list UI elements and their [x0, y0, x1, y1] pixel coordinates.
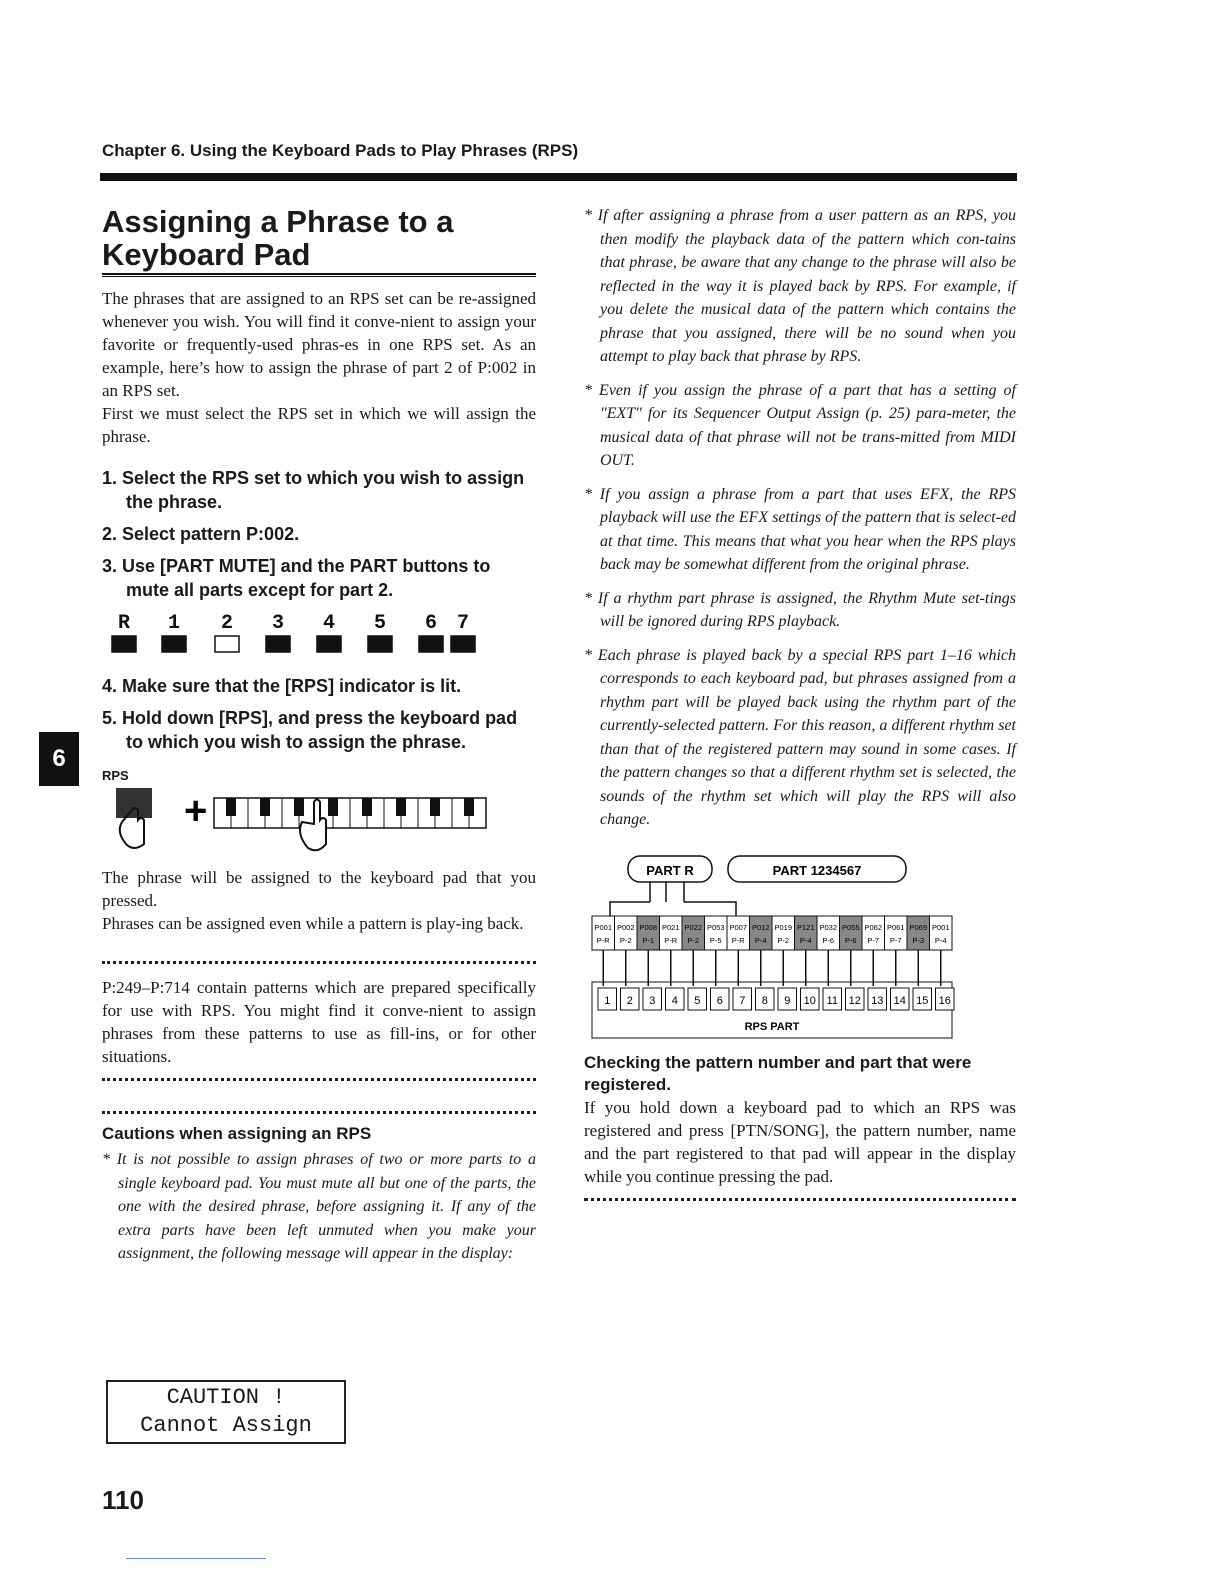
rps-part-label: RPS PART — [744, 1020, 800, 1033]
cautions-title: Cautions when assigning an RPS — [102, 1124, 372, 1143]
pattern-part: P-2 — [777, 935, 790, 945]
pad-key — [362, 798, 372, 816]
step-3: 3. Use [PART MUTE] and the PART buttons to mute all parts except for part 2. — [102, 556, 491, 600]
part-indicators-diagram — [102, 610, 482, 666]
pattern-number: P019 — [774, 922, 793, 932]
note-4: * If a rhythm part phrase is assigned, the Rhythm Mute set-tings will be ignored during RPS playback. — [584, 589, 1016, 630]
pad-key — [464, 798, 474, 816]
steps-list — [102, 466, 536, 602]
page-number: 110 — [102, 1485, 144, 1515]
after-press-1: The phrase will be assigned to the keyboard pad that you pressed. — [102, 868, 536, 910]
pattern-number: P121 — [796, 922, 815, 932]
part-label: 7 — [456, 612, 470, 635]
part-label: 4 — [322, 612, 336, 635]
rps-part-number: 13 — [871, 994, 884, 1007]
part-label: R — [117, 612, 131, 635]
rps-press-diagram — [102, 762, 536, 862]
step-4: 4. Make sure that the [RPS] indicator is lit. — [102, 676, 462, 696]
header-rule — [100, 173, 1017, 181]
pattern-part: P-4 — [934, 935, 947, 945]
rps-part-number: 3 — [649, 994, 656, 1007]
pattern-number: P061 — [886, 922, 905, 932]
note-1: * If after assigning a phrase from a user pattern as an RPS, you then modify the playback data of the pattern which con-tains that phrase, be aware that any change to the phrase will also be reflected in the way it is played back by RPS. For example, if you delete the musical data of the pattern which contains the phrase that you assigned, there will be no sound when you attempt to play back that phrase by RPS. — [584, 207, 1016, 365]
pattern-number: P008 — [639, 922, 658, 932]
intro-paragraph-1: The phrases that are assigned to an RPS set can be re-assigned whenever you wish. You will find it conve-nient to assign your favorite or frequently-used phras-es in one RPS set. As an example, here’s how to assign the phrase of part 2 of P:002 in an RPS set. — [102, 289, 536, 400]
pattern-number: P012 — [751, 922, 770, 932]
part-r-label: PART R — [646, 862, 694, 878]
part-led — [215, 636, 239, 652]
part-label: 3 — [271, 612, 285, 635]
part-label: 2 — [220, 612, 234, 635]
rps-button — [116, 788, 152, 818]
note-5: * Each phrase is played back by a special RPS part 1–16 which corresponds to each keyboard pad, but phrases assigned from a rhythm part will be played back using the rhythm part of the currently-selected pattern. For this reason, a different rhythm set than that of the registered pattern may sound in some cases. If the pattern changes so that a different rhythm set is selected, the sounds of the rhythm set which will play the RPS will also change. — [584, 646, 1016, 828]
memo-text: P:249–P:714 contain patterns which are prepared specifically for use with RPS. You might find it conve-nient to assign phrases from these patterns to use as fill-ins, or for other situations. — [102, 978, 536, 1066]
rps-part-number: 7 — [739, 994, 746, 1007]
title-rule — [102, 273, 536, 277]
check-body: If you hold down a keyboard pad to which an RPS was registered and press [PTN/SONG], the pattern number, name and the part registered to that pad will appear in the display while you continue pressing the pad. — [584, 1097, 1016, 1186]
part-led — [162, 636, 186, 652]
rps-part-number: 5 — [694, 994, 701, 1007]
pattern-number: P001 — [931, 922, 950, 932]
rps-mapping-diagram — [588, 842, 968, 1042]
caution-note: * It is not possible to assign phrases of two or more parts to a single keyboard pad. You must mute all but one of the parts, the one with the desired phrase, before assigning it. If any of the extra parts have been left unmuted when you make your assignment, the following message will appear in the display: — [102, 1151, 536, 1262]
rps-part-number: 2 — [626, 994, 633, 1007]
pattern-part: P-R — [731, 935, 745, 945]
page-footer-line — [126, 1558, 266, 1559]
connector-lines — [610, 882, 736, 916]
pad-key — [294, 798, 304, 816]
pattern-part: P-2 — [687, 935, 700, 945]
pattern-number: P055 — [841, 922, 860, 932]
pattern-part: P-4 — [754, 935, 767, 945]
chapter-tab: 6 — [39, 732, 79, 786]
pattern-part: P-7 — [867, 935, 880, 945]
pattern-number: P032 — [819, 922, 838, 932]
intro-paragraph-2: First we must select the RPS set in which we will assign the phrase. — [102, 404, 536, 446]
rps-part-number: 14 — [893, 994, 906, 1007]
section-title: Assigning a Phrase to a Keyboard Pad — [102, 204, 454, 272]
lcd-line-2: Cannot Assign — [140, 1413, 312, 1438]
check-rule — [584, 1198, 1016, 1201]
step-2: 2. Select pattern P:002. — [102, 524, 300, 544]
part-led — [317, 636, 341, 652]
pattern-number: P022 — [684, 922, 703, 932]
part-led — [419, 636, 443, 652]
check-title: Checking the pattern number and part that were registered. — [584, 1052, 972, 1094]
after-press-2: Phrases can be assigned even while a pattern is play-ing back. — [102, 914, 524, 933]
chapter-header: Chapter 6. Using the Keyboard Pads to Play Phrases (RPS) — [102, 141, 579, 160]
pad-key — [328, 798, 338, 816]
part-led — [451, 636, 475, 652]
pattern-part: P-6 — [844, 935, 857, 945]
part-label: 1 — [167, 612, 181, 635]
pattern-part: P-R — [596, 935, 610, 945]
pattern-number: P069 — [909, 922, 928, 932]
pad-key — [226, 798, 236, 816]
rps-label: RPS — [102, 768, 129, 783]
note-3: * If you assign a phrase from a part that uses EFX, the RPS playback will use the EFX settings of the pattern that is select-ed at that time. This means that what you hear when the RPS plays back may be somewhat different from the original phrase. — [584, 485, 1016, 573]
rps-part-number: 1 — [604, 994, 611, 1007]
left-column — [102, 205, 536, 1276]
cautions-rule — [102, 1111, 536, 1114]
rps-part-number: 11 — [826, 994, 838, 1007]
part-led — [266, 636, 290, 652]
pattern-part: P-7 — [889, 935, 902, 945]
pattern-number: P007 — [729, 922, 748, 932]
lcd-line-1: CAUTION ! — [166, 1385, 286, 1410]
pattern-part: P-2 — [619, 935, 632, 945]
rps-part-number: 15 — [916, 994, 929, 1007]
rps-part-number: 8 — [761, 994, 768, 1007]
part-led — [368, 636, 392, 652]
pattern-number: P002 — [616, 922, 635, 932]
part-label: 5 — [373, 612, 387, 635]
part-label: 6 — [424, 612, 438, 635]
note-2: * Even if you assign the phrase of a part that has a setting of "EXT" for its Sequencer Output Assign (p. 25) para-meter, the musical data of that phrase will not be trans-mitted from MIDI OUT. — [584, 381, 1016, 469]
pad-key — [396, 798, 406, 816]
pattern-number: P053 — [706, 922, 725, 932]
part-led — [112, 636, 136, 652]
memo-rule-top — [102, 961, 536, 964]
rps-part-number: 16 — [938, 994, 951, 1007]
pad-key — [260, 798, 270, 816]
keyboard-illustration — [102, 782, 502, 872]
steps-list-2 — [102, 674, 536, 754]
pad-key — [430, 798, 440, 816]
pattern-number: P062 — [864, 922, 883, 932]
plus-icon: + — [184, 789, 208, 833]
rps-part-number: 10 — [803, 994, 816, 1007]
part-numbers-label: PART 1234567 — [772, 862, 862, 878]
pattern-part: P-3 — [912, 935, 925, 945]
rps-part-number: 12 — [848, 994, 861, 1007]
pattern-part: P-R — [664, 935, 678, 945]
rps-part-number: 9 — [784, 994, 791, 1007]
pattern-number: P021 — [661, 922, 680, 932]
lcd-message — [106, 1380, 346, 1444]
rps-part-number: 4 — [671, 994, 678, 1007]
right-column — [584, 204, 1016, 1201]
step-1: 1. Select the RPS set to which you wish to assign the phrase. — [102, 468, 525, 512]
pattern-number: P001 — [594, 922, 613, 932]
memo-rule-bottom — [102, 1078, 536, 1081]
pattern-part: P-6 — [822, 935, 835, 945]
pattern-part: P-5 — [709, 935, 722, 945]
rps-part-number: 6 — [716, 994, 723, 1007]
pattern-part: P-1 — [642, 935, 655, 945]
step-5: 5. Hold down [RPS], and press the keyboard pad to which you wish to assign the phrase. — [102, 708, 518, 752]
pattern-part: P-4 — [799, 935, 812, 945]
